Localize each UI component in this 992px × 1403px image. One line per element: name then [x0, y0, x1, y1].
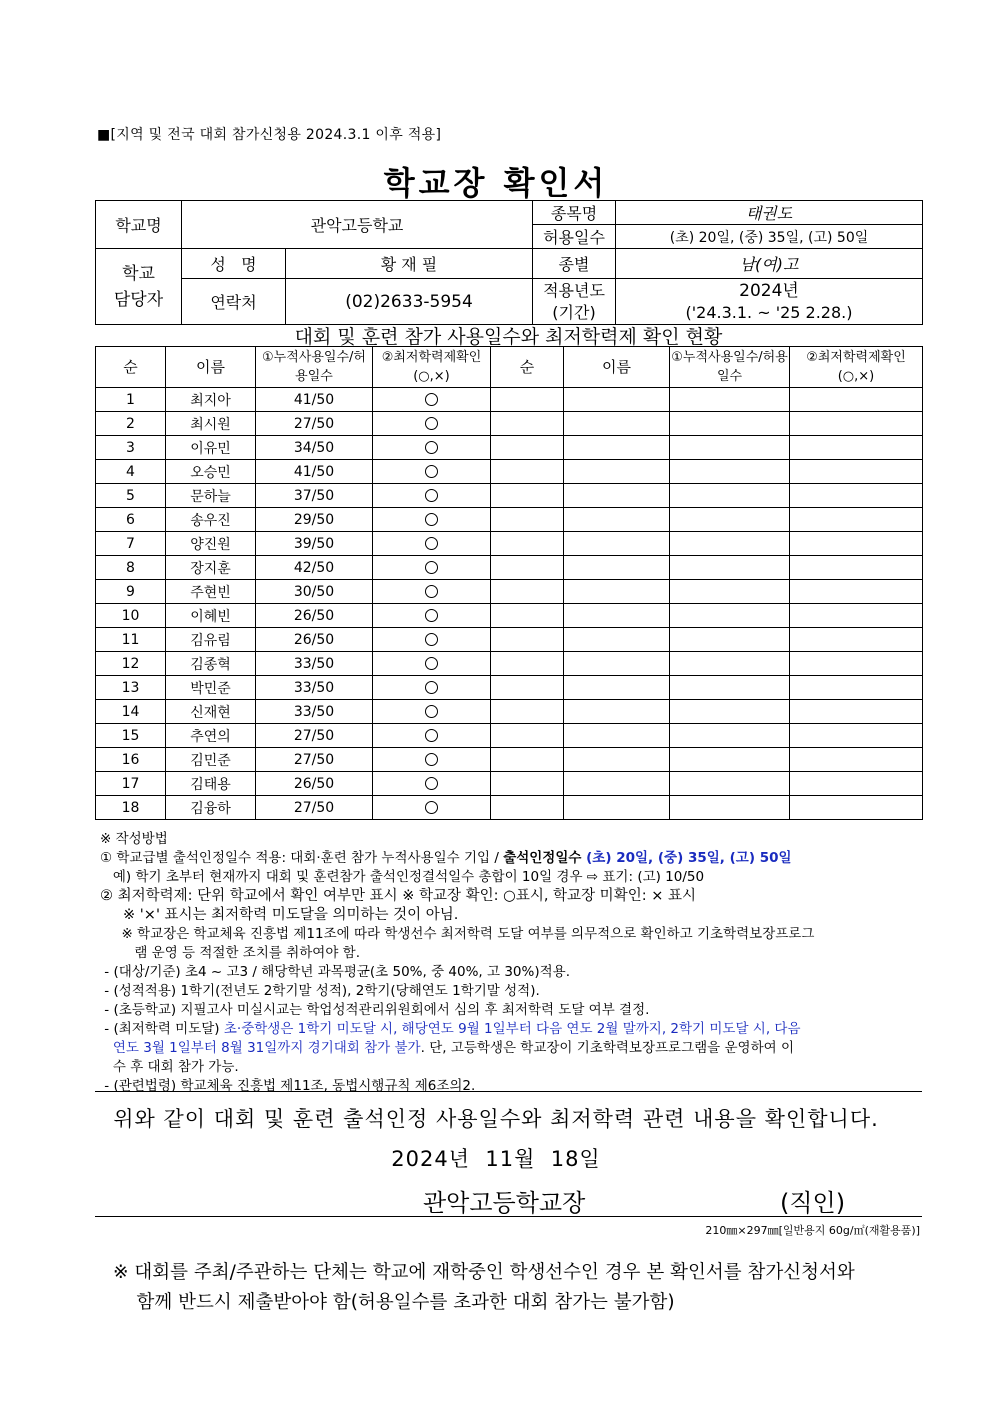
empty-cell — [670, 796, 790, 820]
table-row — [96, 724, 923, 748]
empty-cell — [491, 460, 564, 484]
student-days: 27/50 — [256, 748, 373, 772]
min-academic-check — [373, 796, 491, 820]
student-no: 17 — [96, 772, 166, 796]
student-days: 29/50 — [256, 508, 373, 532]
min-academic-check — [373, 628, 491, 652]
empty-cell — [491, 412, 564, 436]
student-name: 오승민 — [166, 460, 256, 484]
empty-cell — [670, 388, 790, 412]
student-no: 6 — [96, 508, 166, 532]
student-name: 박민준 — [166, 676, 256, 700]
table-row — [96, 532, 923, 556]
student-name: 장지훈 — [166, 556, 256, 580]
table-row — [96, 388, 923, 412]
student-name: 김융하 — [166, 796, 256, 820]
empty-cell — [491, 700, 564, 724]
empty-cell — [790, 580, 923, 604]
min-academic-check — [373, 724, 491, 748]
circle-mark-icon — [425, 657, 438, 670]
col-name: 이름 — [166, 347, 256, 388]
circle-mark-icon — [425, 729, 438, 742]
student-name: 김종혁 — [166, 652, 256, 676]
circle-mark-icon — [425, 537, 438, 550]
student-days: 26/50 — [256, 628, 373, 652]
note-11 — [100, 1039, 930, 1058]
table-row — [96, 580, 923, 604]
note-11-text: . 단, 고등학생은 학교장이 기초학력보장프로그램을 운영하여 이 — [420, 1040, 795, 1056]
table-row — [96, 556, 923, 580]
student-name: 신재현 — [166, 700, 256, 724]
note-6: 램 운영 등 적절한 조치를 취하여야 함. — [100, 945, 360, 961]
student-name: 주현빈 — [166, 580, 256, 604]
min-academic-check — [373, 412, 491, 436]
empty-cell — [564, 628, 670, 652]
period-value: ('24.3.1. ~ '25 2.28.) — [685, 302, 853, 322]
note-1 — [100, 849, 930, 868]
min-academic-check — [373, 532, 491, 556]
footer-notice — [113, 1258, 855, 1318]
empty-cell — [670, 628, 790, 652]
note-10-text: - (최저학력 미도달) — [100, 1021, 224, 1037]
note-5: ※ 학교장은 학교체육 진흥법 제11조에 따라 학생선수 최저학력 도달 여부를 의무적으로 확인하고 기초학력보장프로그 — [100, 926, 815, 942]
empty-cell — [491, 436, 564, 460]
table-row — [96, 604, 923, 628]
student-name: 이혜빈 — [166, 604, 256, 628]
empty-cell — [670, 436, 790, 460]
empty-cell — [670, 508, 790, 532]
table-row — [96, 508, 923, 532]
min-academic-check — [373, 604, 491, 628]
empty-cell — [790, 412, 923, 436]
circle-mark-icon — [425, 801, 438, 814]
empty-cell — [564, 460, 670, 484]
student-days: 41/50 — [256, 388, 373, 412]
note-11-highlight: 연도 3월 1일부터 8월 31일까지 경기대회 참가 불가 — [100, 1040, 421, 1056]
empty-cell — [670, 556, 790, 580]
student-no: 5 — [96, 484, 166, 508]
min-academic-check — [373, 436, 491, 460]
empty-cell — [564, 532, 670, 556]
empty-cell — [564, 796, 670, 820]
note-4: ※ '×' 표시는 최저학력 미도달을 의미하는 것이 아님. — [100, 907, 459, 923]
student-no: 11 — [96, 628, 166, 652]
empty-cell — [491, 676, 564, 700]
name-value: 황 재 필 — [286, 249, 533, 279]
empty-cell — [670, 748, 790, 772]
empty-cell — [790, 460, 923, 484]
student-name: 김유림 — [166, 628, 256, 652]
circle-mark-icon — [425, 489, 438, 502]
table-row — [96, 676, 923, 700]
principal-title: 관악고등학교장 — [423, 1189, 586, 1217]
signature-rule — [95, 1216, 922, 1217]
table-row — [96, 412, 923, 436]
paper-spec: 210㎜×297㎜[일반용지 60g/㎡(재활용품)] — [705, 1224, 920, 1237]
student-name: 최시원 — [166, 412, 256, 436]
contact-value: (02)2633-5954 — [286, 279, 533, 325]
year-label: 적용년도 (기간) — [533, 279, 616, 325]
student-name: 양진원 — [166, 532, 256, 556]
circle-mark-icon — [425, 465, 438, 478]
empty-cell — [491, 604, 564, 628]
col-no: 순 — [96, 347, 166, 388]
student-days: 27/50 — [256, 412, 373, 436]
student-days: 37/50 — [256, 484, 373, 508]
empty-cell — [670, 484, 790, 508]
empty-cell — [491, 508, 564, 532]
empty-cell — [491, 580, 564, 604]
min-academic-check — [373, 676, 491, 700]
table-row — [96, 436, 923, 460]
student-days: 33/50 — [256, 700, 373, 724]
min-academic-check — [373, 772, 491, 796]
student-name: 추연의 — [166, 724, 256, 748]
min-academic-check — [373, 556, 491, 580]
student-name: 송우진 — [166, 508, 256, 532]
student-no: 8 — [96, 556, 166, 580]
table-row — [96, 484, 923, 508]
empty-cell — [491, 652, 564, 676]
student-days: 26/50 — [256, 772, 373, 796]
min-academic-check — [373, 580, 491, 604]
empty-cell — [790, 388, 923, 412]
student-no: 13 — [96, 676, 166, 700]
gender-value: 남(여)고 — [616, 249, 923, 279]
empty-cell — [670, 652, 790, 676]
student-no: 3 — [96, 436, 166, 460]
min-academic-check — [373, 652, 491, 676]
student-days: 30/50 — [256, 580, 373, 604]
empty-cell — [790, 532, 923, 556]
empty-cell — [790, 604, 923, 628]
table-row — [96, 652, 923, 676]
note-1-text: ① 학교급별 출석인정일수 적용: 대회·훈련 참가 누적사용일수 기입 / — [100, 850, 504, 866]
footer-line-2: 함께 반드시 제출받아야 함(허용일수를 초과한 대회 참가는 불가함) — [113, 1292, 675, 1313]
empty-cell — [564, 580, 670, 604]
year-value: 2024년 — [739, 280, 799, 301]
empty-cell — [564, 412, 670, 436]
section-title: 대회 및 훈련 참가 사용일수와 최저학력제 확인 현황 — [294, 326, 723, 348]
student-days: 41/50 — [256, 460, 373, 484]
note-3: ② 최저학력제: 단위 학교에서 확인 여부만 표시 ※ 학교장 확인: ○표시, 학교장 미확인: × 표시 — [100, 888, 696, 904]
school-info-table — [95, 200, 923, 325]
student-days: 33/50 — [256, 652, 373, 676]
circle-mark-icon — [425, 609, 438, 622]
empty-cell — [491, 772, 564, 796]
student-name: 김태용 — [166, 772, 256, 796]
col-no-2: 순 — [491, 347, 564, 388]
document-title: 학교장 확인서 — [383, 164, 609, 202]
student-no: 16 — [96, 748, 166, 772]
empty-cell — [670, 532, 790, 556]
student-name: 이유민 — [166, 436, 256, 460]
table-row — [96, 628, 923, 652]
circle-mark-icon — [425, 705, 438, 718]
instructions — [100, 830, 930, 1096]
school-label: 학교명 — [96, 201, 182, 249]
empty-cell — [790, 748, 923, 772]
student-no: 2 — [96, 412, 166, 436]
empty-cell — [564, 604, 670, 628]
form-applicability-note: ■[지역 및 전국 대회 참가신청용 2024.3.1 이후 적용] — [97, 127, 442, 143]
empty-cell — [564, 556, 670, 580]
empty-cell — [790, 484, 923, 508]
student-days: 39/50 — [256, 532, 373, 556]
empty-cell — [564, 724, 670, 748]
student-no: 9 — [96, 580, 166, 604]
circle-mark-icon — [425, 393, 438, 406]
note-10-highlight: 초·중학생은 1학기 미도달 시, 해당연도 9월 1일부터 다음 연도 2월 말까지, 2학기 미도달 시, 다음 — [223, 1021, 801, 1037]
empty-cell — [790, 436, 923, 460]
empty-cell — [491, 484, 564, 508]
circle-mark-icon — [425, 585, 438, 598]
empty-cell — [491, 796, 564, 820]
empty-cell — [670, 460, 790, 484]
student-no: 10 — [96, 604, 166, 628]
note-1-bold: 출석인정일수 — [503, 850, 587, 866]
table-row — [96, 460, 923, 484]
note-1-highlight: (초) 20일, (중) 35일, (고) 50일 — [586, 850, 792, 866]
sport-value: 태권도 — [616, 201, 923, 225]
manager-label: 학교 담당자 — [96, 249, 182, 325]
note-9: - (초등학교) 지필고사 미실시교는 학업성적관리위원회에서 심의 후 최저학력 도달 여부 결정. — [100, 1002, 650, 1018]
min-academic-check — [373, 700, 491, 724]
official-seal-label: (직인) — [780, 1189, 846, 1217]
note-12: 수 후 대회 참가 가능. — [100, 1059, 239, 1075]
empty-cell — [790, 796, 923, 820]
empty-cell — [790, 556, 923, 580]
student-days: 34/50 — [256, 436, 373, 460]
empty-cell — [564, 484, 670, 508]
min-academic-check — [373, 460, 491, 484]
empty-cell — [670, 676, 790, 700]
student-no: 7 — [96, 532, 166, 556]
empty-cell — [491, 748, 564, 772]
name-label: 성 명 — [182, 249, 286, 279]
col-name-2: 이름 — [564, 347, 670, 388]
col-days-2: ①누적사용일수/허용일수 — [670, 347, 790, 388]
students-table — [95, 346, 923, 820]
gender-label: 종별 — [533, 249, 616, 279]
allowed-days-value: (초) 20일, (중) 35일, (고) 50일 — [616, 225, 923, 249]
empty-cell — [564, 508, 670, 532]
circle-mark-icon — [425, 777, 438, 790]
circle-mark-icon — [425, 633, 438, 646]
note-2: 예) 학기 초부터 현재까지 대회 및 훈련참가 출석인정결석일수 총합이 10일 경우 ⇨ 표기: (고) 10/50 — [100, 869, 705, 885]
circle-mark-icon — [425, 513, 438, 526]
empty-cell — [790, 700, 923, 724]
empty-cell — [491, 628, 564, 652]
empty-cell — [564, 388, 670, 412]
table-row — [96, 700, 923, 724]
min-academic-check — [373, 388, 491, 412]
student-no: 12 — [96, 652, 166, 676]
allowed-days-label: 허용일수 — [533, 225, 616, 249]
note-heading: ※ 작성방법 — [100, 831, 168, 847]
empty-cell — [790, 508, 923, 532]
empty-cell — [491, 724, 564, 748]
student-no: 18 — [96, 796, 166, 820]
year-cell — [616, 279, 923, 325]
empty-cell — [564, 652, 670, 676]
table-row — [96, 796, 923, 820]
empty-cell — [790, 772, 923, 796]
circle-mark-icon — [425, 417, 438, 430]
empty-cell — [564, 436, 670, 460]
student-days: 33/50 — [256, 676, 373, 700]
school-value: 관악고등학교 — [182, 201, 533, 249]
issue-date: 2024년 11월 18일 — [391, 1147, 601, 1171]
student-name: 문하늘 — [166, 484, 256, 508]
student-no: 1 — [96, 388, 166, 412]
circle-mark-icon — [425, 441, 438, 454]
note-7: - (대상/기준) 초4 ~ 고3 / 해당학년 과목평균(초 50%, 중 40%, 고 30%)적용. — [100, 964, 570, 980]
circle-mark-icon — [425, 753, 438, 766]
col-min-academic: ②최저학력제확인(○,×) — [373, 347, 491, 388]
empty-cell — [564, 748, 670, 772]
empty-cell — [670, 580, 790, 604]
divider — [95, 1091, 922, 1092]
empty-cell — [790, 676, 923, 700]
empty-cell — [564, 772, 670, 796]
empty-cell — [564, 676, 670, 700]
note-13: - (관련법령) 학교체육 진흥법 제11조, 동법시행규칙 제6조의2. — [100, 1078, 476, 1094]
min-academic-check — [373, 484, 491, 508]
empty-cell — [670, 772, 790, 796]
student-name: 최지아 — [166, 388, 256, 412]
sport-label: 종목명 — [533, 201, 616, 225]
min-academic-check — [373, 508, 491, 532]
circle-mark-icon — [425, 681, 438, 694]
note-8: - (성적적용) 1학기(전년도 2학기말 성적), 2학기(당해연도 1학기말 성적). — [100, 983, 540, 999]
student-no: 15 — [96, 724, 166, 748]
student-days: 27/50 — [256, 796, 373, 820]
student-days: 42/50 — [256, 556, 373, 580]
student-no: 14 — [96, 700, 166, 724]
empty-cell — [670, 412, 790, 436]
empty-cell — [670, 724, 790, 748]
empty-cell — [564, 700, 670, 724]
empty-cell — [670, 700, 790, 724]
table-row — [96, 748, 923, 772]
empty-cell — [491, 556, 564, 580]
col-min-academic-2: ②최저학력제확인(○,×) — [790, 347, 923, 388]
student-name: 김민준 — [166, 748, 256, 772]
note-10 — [100, 1020, 930, 1039]
footer-line-1: ※ 대회를 주최/주관하는 단체는 학교에 재학중인 학생선수인 경우 본 확인서를 참가신청서와 — [113, 1262, 855, 1283]
confirmation-statement: 위와 같이 대회 및 훈련 출석인정 사용일수와 최저학력 관련 내용을 확인합니다. — [113, 1107, 879, 1131]
min-academic-check — [373, 748, 491, 772]
empty-cell — [491, 532, 564, 556]
student-days: 27/50 — [256, 724, 373, 748]
empty-cell — [790, 724, 923, 748]
empty-cell — [670, 604, 790, 628]
circle-mark-icon — [425, 561, 438, 574]
empty-cell — [790, 628, 923, 652]
empty-cell — [790, 652, 923, 676]
empty-cell — [491, 388, 564, 412]
student-days: 26/50 — [256, 604, 373, 628]
contact-label: 연락처 — [182, 279, 286, 325]
col-days: ①누적사용일수/허용일수 — [256, 347, 373, 388]
table-row — [96, 772, 923, 796]
student-no: 4 — [96, 460, 166, 484]
